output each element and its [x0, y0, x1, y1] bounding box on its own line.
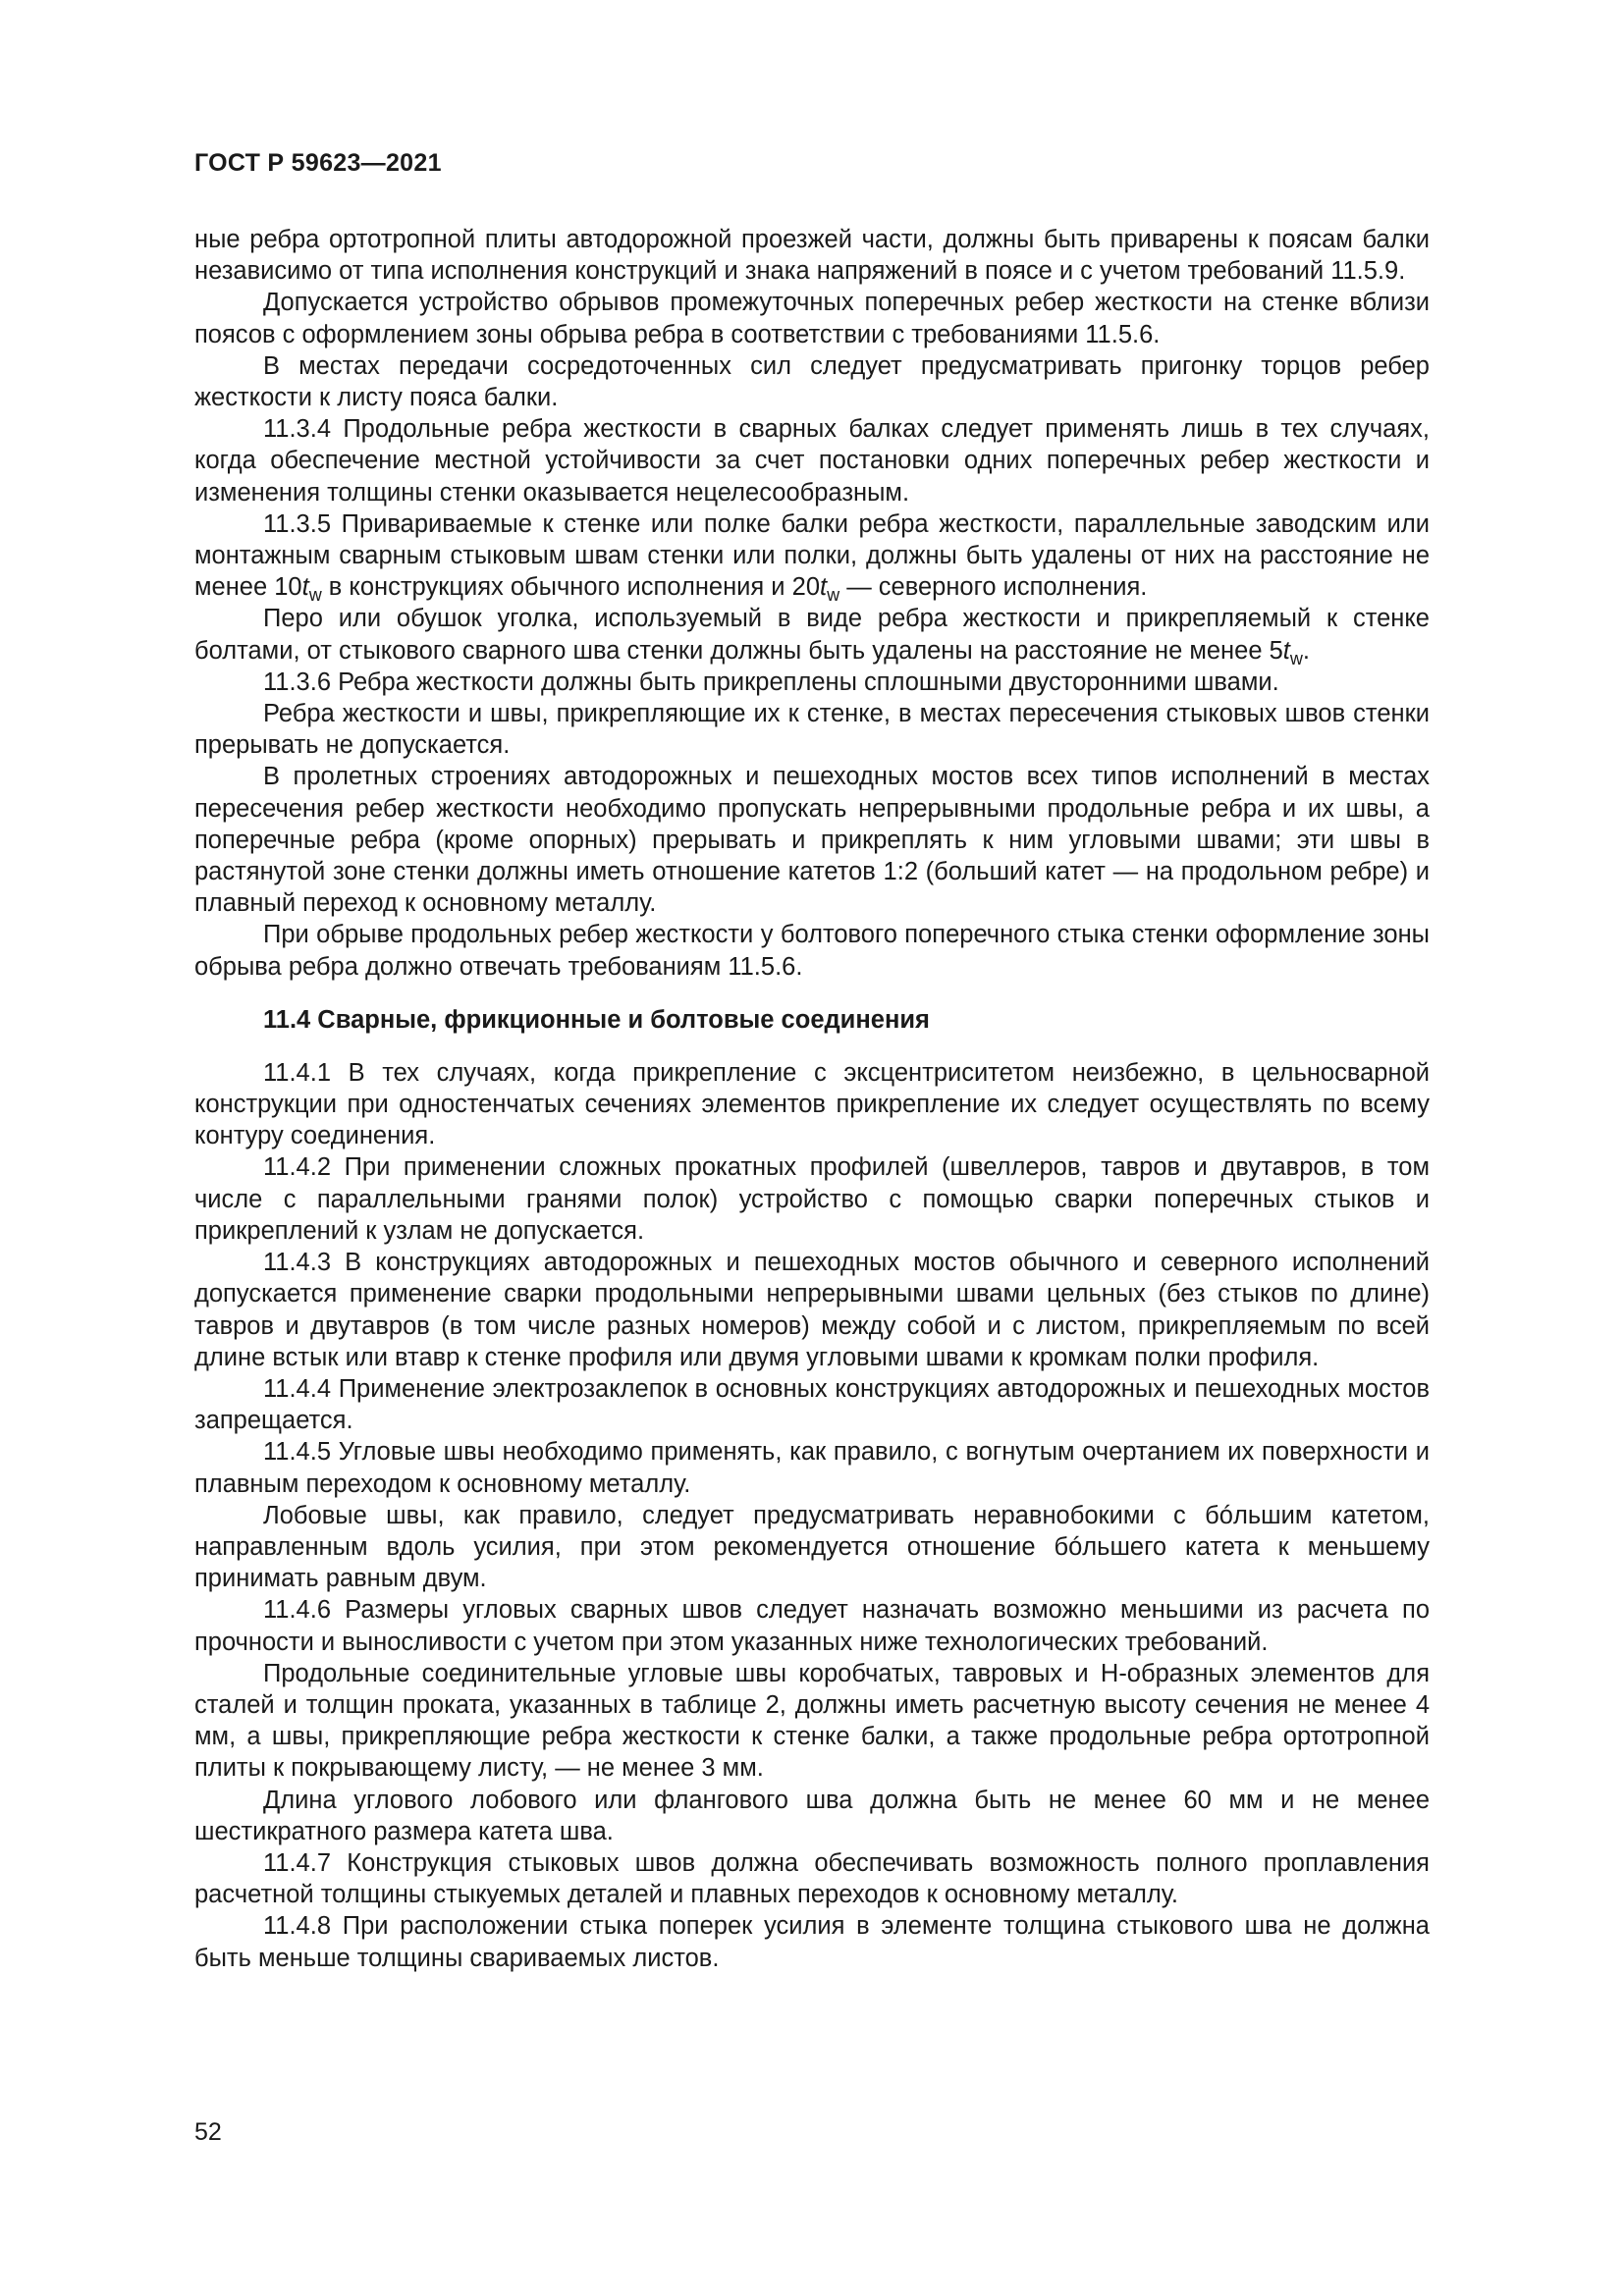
paragraph: В пролетных строениях автодорожных и пешеходных мостов всех типов исполнений в местах пересечения ребер жесткости необходимо пропускать непрерывными продольные ребра и их швы, а поперечные ребра (кроме опорных) прерывать и прикреплять к ним угловыми швами; эти швы в растянутой зоне стенки должны иметь отношение катетов 1:2 (больший катет — на продольном ребре) и плавный переход к основному металлу. [194, 763, 1430, 918]
formula-subscript: w [308, 585, 322, 606]
paragraph: Длина углового лобового или флангового шва должна быть не менее 60 мм и не менее шестикратного размера катета шва. [194, 1786, 1430, 1845]
text-run: 11.3.5 Привариваемые к стенке или полке балки ребра жесткости, параллельные заводским или монтажным сварным стыковым швам стенки или полки, должны быть удалены от них на расстояние не менее 10 [194, 509, 1430, 602]
paragraph: ные ребра ортотропной плиты автодорожной проезжей части, должны быть приварены к поясам балки независимо от типа исполнения конструкций и знака напряжений в поясе и с учетом требований 11.5.9. [194, 226, 1430, 286]
text-run: Перо или обушок уголка, используемый в виде ребра жесткости и прикрепляемый к стенке болтами, от стыкового сварного шва стенки должны быть удалены на расстояние не менее 5 [194, 605, 1430, 665]
formula-variable: t [301, 573, 309, 602]
document-code: ГОСТ Р 59623—2021 [194, 149, 442, 177]
paragraph: В местах передачи сосредоточенных сил следует предусматривать пригонку торцов ребер жесткости к листу пояса балки. [194, 351, 1430, 412]
page-number: 52 [194, 2118, 222, 2146]
paragraph-11-4-3: 11.4.3 В конструкциях автодорожных и пешеходных мостов обычного и северного исполнений допускается применение сварки продольными непрерывными швами цельных (без стыков по длине) тавров и двутавров (в том числе разных номеров) между собой и с листом, прикрепляемым по всей длине встык или втавр к стенке профиля или двумя угловыми швами к кромкам полки профиля. [194, 1249, 1430, 1371]
paragraph [194, 603, 1430, 666]
paragraph: Допускается устройство обрывов промежуточных поперечных ребер жесткости на стенке вблизи поясов с оформлением зоны обрыва ребра в соответствии с требованиями 11.5.6. [194, 289, 1430, 348]
paragraph-11-3-5 [194, 508, 1430, 604]
section-heading-11-4: 11.4 Сварные, фрикционные и болтовые соединения [263, 1005, 930, 1034]
formula-variable: t [1282, 636, 1290, 665]
text-run: — северного исполнения. [839, 573, 1148, 602]
page-body [194, 224, 1430, 1974]
paragraph-11-4-7: 11.4.7 Конструкция стыковых швов должна обеспечивать возможность полного проплавления расчетной толщины стыкуемых деталей и плавных переходов к основному металлу. [194, 1848, 1430, 1909]
formula-variable: t [820, 573, 828, 602]
paragraph-11-4-6: 11.4.6 Размеры угловых сварных швов следует назначать возможно меньшими из расчета по прочности и выносливости с учетом при этом указанных ниже технологических требований. [194, 1596, 1430, 1656]
formula-subscript: w [1289, 648, 1303, 668]
text-run: . [1302, 636, 1310, 665]
formula-subscript: w [827, 585, 840, 606]
paragraph-11-4-4: 11.4.4 Применение электрозаклепок в основных конструкциях автодорожных и пешеходных мостов запрещается. [194, 1374, 1430, 1435]
paragraph-11-4-5: 11.4.5 Угловые швы необходимо применять, как правило, с вогнутым очертанием их поверхности и плавным переходом к основному металлу. [194, 1438, 1430, 1498]
paragraph-11-3-4: 11.3.4 Продольные ребра жесткости в сварных балках следует применять лишь в тех случаях, когда обеспечение местной устойчивости за счет постановки одних поперечных ребер жесткости и изменения толщины стенки оказывается нецелесообразным. [194, 415, 1430, 507]
paragraph-11-4-8: 11.4.8 При расположении стыка поперек усилия в элементе толщина стыкового шва не должна быть меньше толщины свариваемых листов. [194, 1912, 1430, 1972]
text-run: в конструкциях обычного исполнения и 20 [321, 573, 821, 602]
paragraph: При обрыве продольных ребер жесткости у болтового поперечного стыка стенки оформление зоны обрыва ребра должно отвечать требованиям 11.5.6. [194, 921, 1430, 981]
paragraph: Ребра жесткости и швы, прикрепляющие их к стенке, в местах пересечения стыковых швов стенки прерывать не допускается. [194, 700, 1430, 760]
paragraph-11-3-6: 11.3.6 Ребра жесткости должны быть прикреплены сплошными двусторонними швами. [263, 667, 1279, 696]
paragraph: Продольные соединительные угловые швы коробчатых, тавровых и Н-образных элементов для сталей и толщин проката, указанных в таблице 2, должны иметь расчетную высоту сечения не менее 4 мм, а швы, прикрепляющие ребра жесткости к стенке балки, а также продольные ребра ортотропной плиты к покрывающему листу, — не менее 3 мм. [194, 1659, 1430, 1783]
paragraph: Лобовые швы, как правило, следует предусматривать неравнобокими с бóльшим катетом, направленным вдоль усилия, при этом рекомендуется отношение бóльшего катета к меньшему принимать равным двум. [194, 1501, 1430, 1593]
paragraph-11-4-2: 11.4.2 При применении сложных прокатных профилей (швеллеров, тавров и двутавров, в том числе с параллельными гранями полок) устройство с помощью сварки поперечных стыков и прикреплений к узлам не допускается. [194, 1153, 1430, 1245]
paragraph-11-4-1: 11.4.1 В тех случаях, когда прикрепление с эксцентриситетом неизбежно, в цельносварной конструкции при одностенчатых сечениях элементов прикрепление их следует осуществлять по всему контуру соединения. [194, 1058, 1430, 1150]
